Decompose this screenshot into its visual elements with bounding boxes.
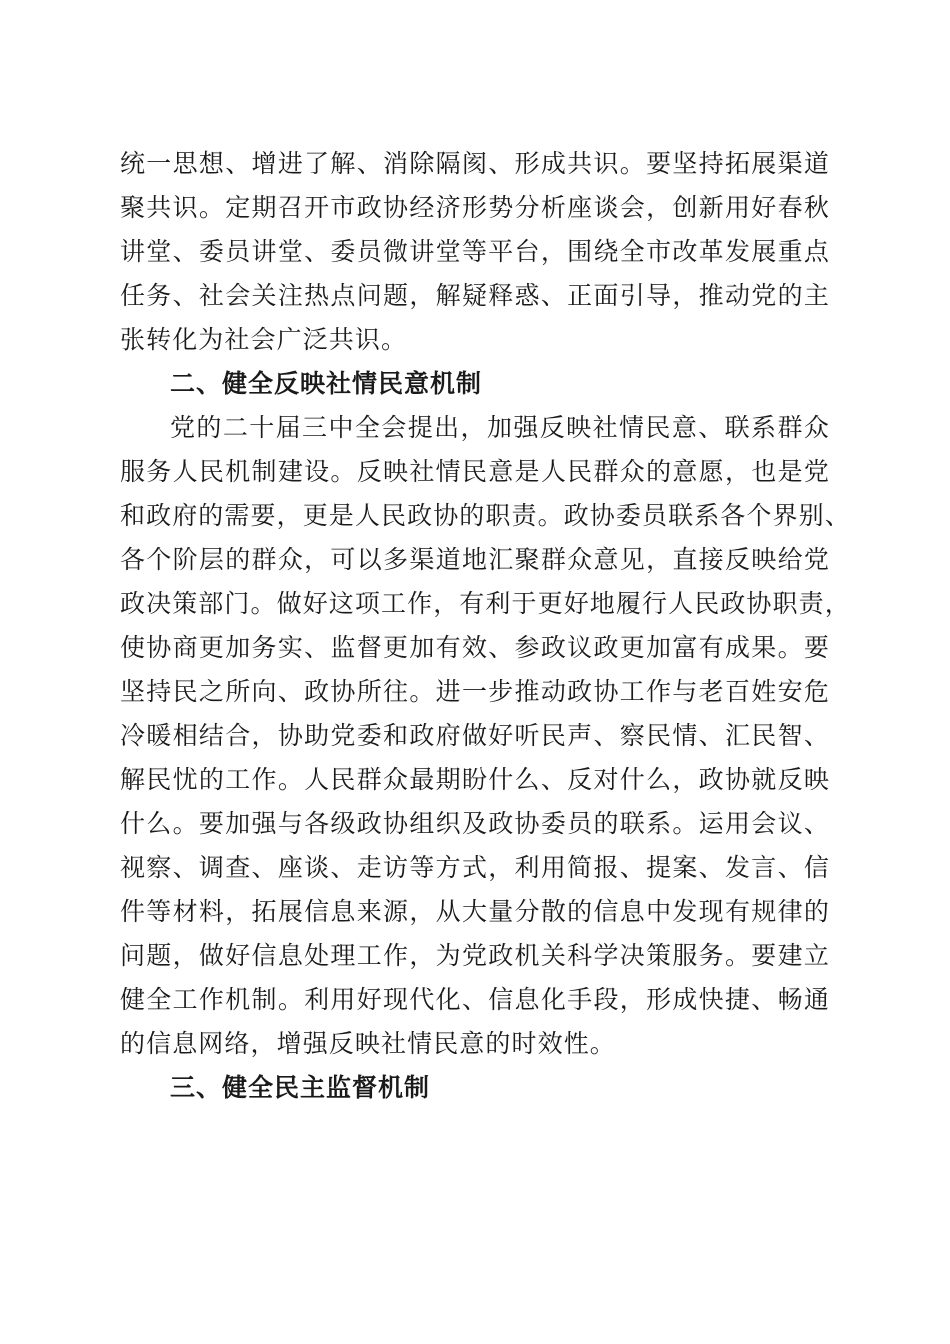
- paragraph-2: [120, 406, 851, 1066]
- paragraph-1: [120, 142, 830, 362]
- paragraph-line: 服务人民机制建设。反映社情民意是人民群众的意愿，也是党: [120, 457, 830, 486]
- paragraph-line: 政决策部门。做好这项工作，有利于更好地履行人民政协职责，: [120, 589, 851, 618]
- paragraph-line: 视察、调查、座谈、走访等方式，利用简报、提案、发言、信: [120, 853, 830, 882]
- paragraph-line: 问题，做好信息处理工作，为党政机关科学决策服务。要建立: [120, 941, 830, 970]
- paragraph-line: 统一思想、增进了解、消除隔阂、形成共识。要坚持拓展渠道: [120, 149, 830, 178]
- paragraph-line: 任务、社会关注热点问题，解疑释惑、正面引导，推动党的主: [120, 281, 830, 310]
- paragraph-line: 和政府的需要，更是人民政协的职责。政协委员联系各个界别、: [120, 501, 851, 530]
- paragraph-line: 张转化为社会广泛共识。: [120, 325, 408, 354]
- paragraph-line: 什么。要加强与各级政协组织及政协委员的联系。运用会议、: [120, 809, 830, 838]
- paragraph-line: 冷暖相结合，协助党委和政府做好听民声、察民情、汇民智、: [120, 721, 830, 750]
- paragraph-line: 使协商更加务实、监督更加有效、参政议政更加富有成果。要: [120, 633, 830, 662]
- section-heading-2: 二、健全反映社情民意机制: [170, 369, 483, 398]
- paragraph-line: 件等材料，拓展信息来源，从大量分散的信息中发现有规律的: [120, 897, 830, 926]
- paragraph-line: 解民忧的工作。人民群众最期盼什么、反对什么，政协就反映: [120, 765, 830, 794]
- document-body: [120, 142, 851, 1110]
- paragraph-line: 聚共识。定期召开市政协经济形势分析座谈会，创新用好春秋: [120, 193, 830, 222]
- paragraph-line: 各个阶层的群众，可以多渠道地汇聚群众意见，直接反映给党: [120, 545, 830, 574]
- paragraph-line: 党的二十届三中全会提出，加强反映社情民意、联系群众: [170, 413, 830, 442]
- paragraph-line: 坚持民之所向、政协所往。进一步推动政协工作与老百姓安危: [120, 677, 830, 706]
- paragraph-line: 讲堂、委员讲堂、委员微讲堂等平台，围绕全市改革发展重点: [120, 237, 830, 266]
- paragraph-line: 的信息网络，增强反映社情民意的时效性。: [120, 1029, 616, 1058]
- paragraph-line: 健全工作机制。利用好现代化、信息化手段，形成快捷、畅通: [120, 985, 830, 1014]
- section-heading-3: 三、健全民主监督机制: [170, 1073, 431, 1102]
